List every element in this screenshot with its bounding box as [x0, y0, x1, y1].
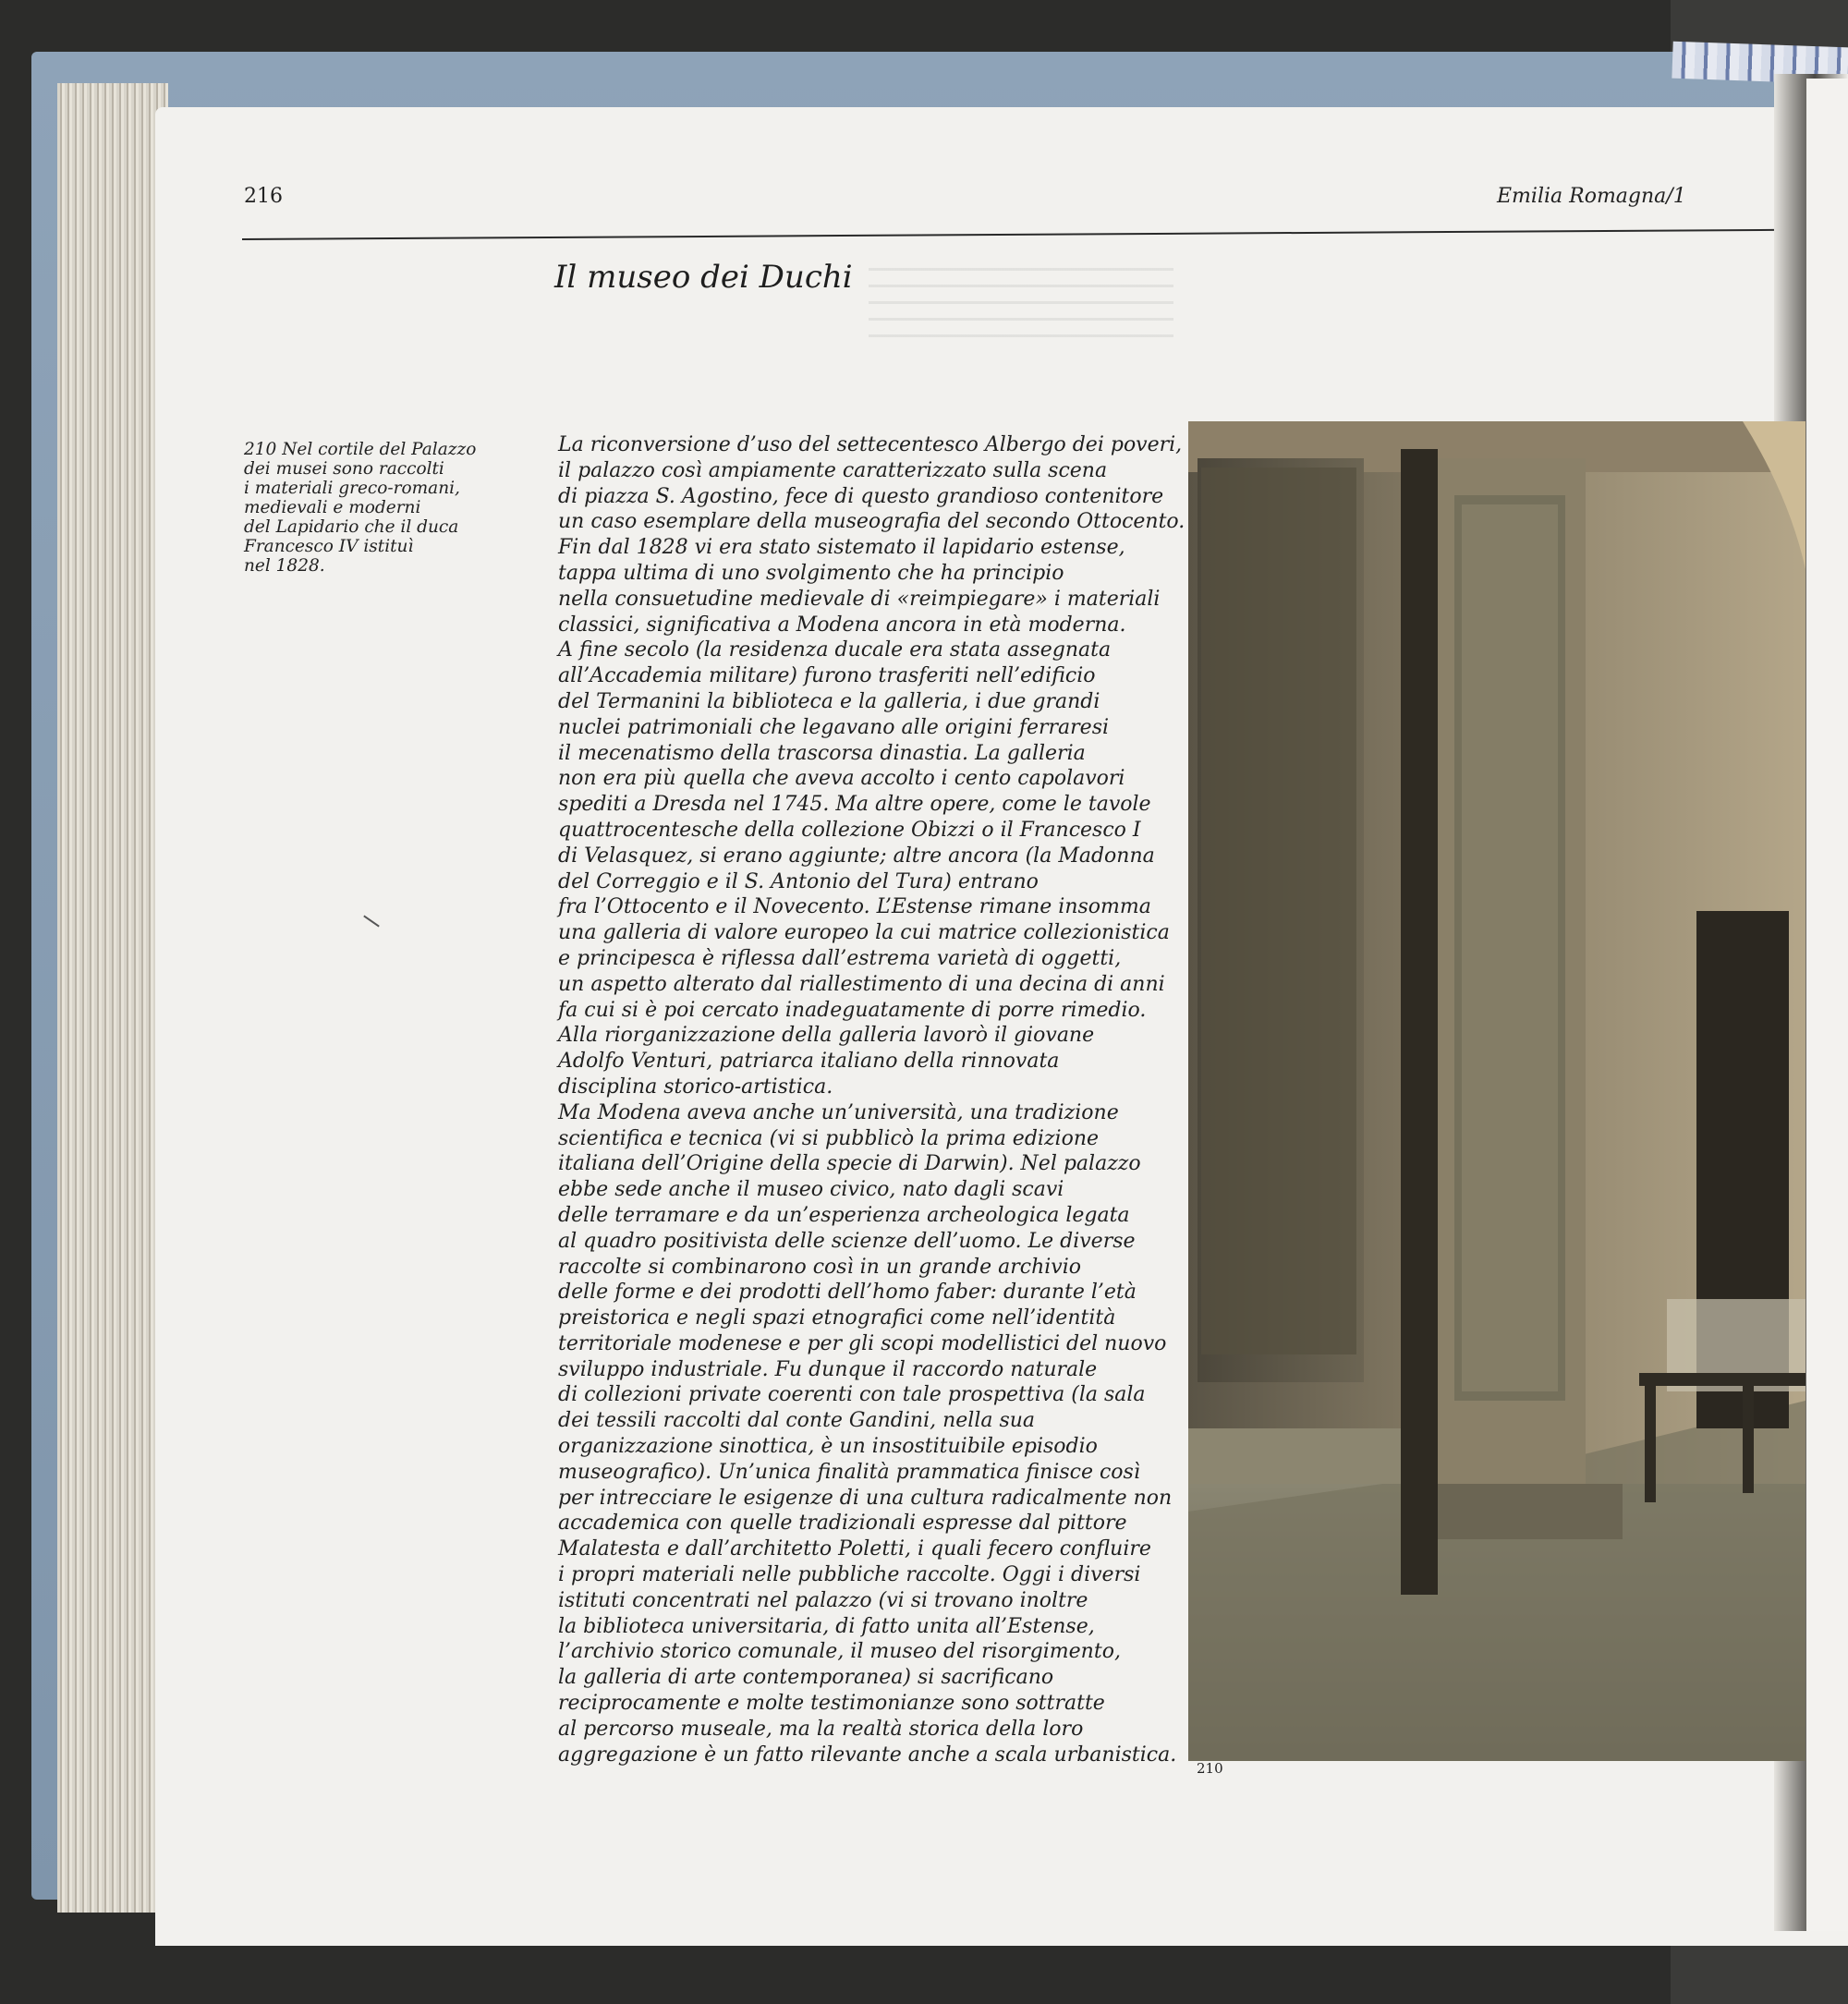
body-line: aggregazione è un fatto rilevante anche a scala urbanistica. [558, 1743, 1177, 1767]
body-line: scientifica e tecnica (vi si pubblicò la prima edizione [558, 1126, 1100, 1150]
body-line: preistorica e negli spazi etnografici come nell’identità [558, 1306, 1116, 1330]
courtyard-photo [1188, 421, 1805, 1761]
body-line: istituti concentrati nel palazzo (vi si trovano inoltre [558, 1588, 1088, 1612]
body-line: Adolfo Venturi, patriarca italiano della rinnovata [558, 1050, 1060, 1074]
body-line: Ma Modena aveva anche un’università, una tradizione [558, 1100, 1119, 1124]
body-line: un caso esemplare della museografia del secondo Ottocento. [558, 510, 1185, 534]
caption-line: dei musei sono raccolti [244, 459, 444, 479]
body-line: Alla riorganizzazione della galleria lavorò il giovane [558, 1024, 1095, 1048]
body-line: di piazza S. Agostino, fece di questo grandioso contenitore [558, 484, 1164, 508]
figure-number: 210 [1197, 1760, 1223, 1777]
body-line: ebbe sede anche il museo civico, nato dagli scavi [558, 1178, 1064, 1202]
body-line: raccolte si combinarono così in un grande archivio [558, 1255, 1081, 1279]
body-line: A fine secolo (la residenza ducale era stata assegnata [558, 638, 1112, 662]
running-header-section: Emilia Romagna/1 [1497, 185, 1686, 208]
page-number: 216 [244, 185, 283, 208]
body-line: una galleria di valore europeo la cui matrice collezionistica [558, 921, 1170, 945]
body-line: delle terramare e da un’esperienza archeologica legata [558, 1203, 1130, 1227]
body-line: i propri materiali nelle pubbliche raccolte. Oggi i diversi [558, 1563, 1141, 1587]
body-line: dei tessili raccolti dal conte Gandini, nella sua [558, 1409, 1036, 1433]
body-line: e principesca è riflessa dall’estrema varietà di oggetti, [558, 946, 1122, 970]
body-line: del Correggio e il S. Antonio del Tura) entrano [558, 869, 1039, 893]
show-through-text [869, 268, 1173, 351]
caption-line: i materiali greco-romani, [244, 479, 460, 498]
body-line: del Termanini la biblioteca e la galleria, i due grandi [558, 689, 1100, 713]
figure-caption [244, 440, 493, 576]
body-line: disciplina storico-artistica. [558, 1075, 833, 1099]
body-line: al percorso museale, ma la realtà storica della loro [558, 1717, 1084, 1741]
caption-line: 210 Nel cortile del Palazzo [244, 440, 477, 459]
body-line: di Velasquez, si erano aggiunte; altre ancora (la Madonna [558, 844, 1155, 868]
body-line: Fin dal 1828 vi era stato sistemato il lapidario estense, [558, 536, 1125, 560]
caption-line: nel 1828. [244, 556, 325, 576]
body-line: organizzazione sinottica, è un insostituibile episodio [558, 1435, 1098, 1459]
body-line: accademica con quelle tradizionali espresse dal pittore [558, 1512, 1127, 1536]
body-line: la galleria di arte contemporanea) si sacrificano [558, 1666, 1054, 1690]
body-line: un aspetto alterato dal riallestimento di una decina di anni [558, 972, 1165, 996]
body-line: reciprocamente e molte testimonianze sono sottratte [558, 1692, 1105, 1716]
body-line: territoriale modenese e per gli scopi modellistici del nuovo [558, 1331, 1167, 1355]
body-line: per intrecciare le esigenze di una cultura radicalmente non [558, 1486, 1173, 1510]
body-line: delle forme e dei prodotti dell’homo faber: durante l’età [558, 1281, 1137, 1305]
body-line: nella consuetudine medievale di «reimpiegare» i materiali [558, 587, 1161, 611]
article-body [558, 432, 1185, 1767]
facing-page-edge [1806, 79, 1848, 1931]
body-line: La riconversione d’uso del settecentesco Albergo dei poveri, [558, 433, 1183, 456]
body-line: fra l’Ottocento e il Novecento. L’Estense rimane insomma [558, 895, 1151, 919]
body-line: nuclei patrimoniali che legavano alle origini ferraresi [558, 715, 1110, 739]
body-line: di collezioni private coerenti con tale prospettiva (la sala [558, 1383, 1146, 1407]
body-line: spediti a Dresda nel 1745. Ma altre opere, come le tavole [558, 793, 1151, 817]
caption-line: medievali e moderni [244, 498, 421, 517]
body-line: all’Accademia militare) furono trasferiti nell’edificio [558, 664, 1096, 688]
caption-line: Francesco IV istituì [244, 537, 414, 556]
body-line: non era più quella che aveva accolto i cento capolavori [558, 767, 1125, 791]
body-line: fa cui si è poi cercato inadeguatamente di porre rimedio. [558, 998, 1147, 1022]
body-line: la biblioteca universitaria, di fatto unita all’Estense, [558, 1614, 1095, 1638]
body-line: l’archivio storico comunale, il museo del risorgimento, [558, 1640, 1121, 1664]
body-line: il palazzo così ampiamente caratterizzato sulla scena [558, 458, 1108, 482]
body-line: classici, significativa a Modena ancora in età moderna. [558, 613, 1126, 637]
body-line: italiana dell’Origine della specie di Darwin). Nel palazzo [558, 1152, 1141, 1176]
body-line: il mecenatismo della trascorsa dinastia. La galleria [558, 741, 1086, 765]
body-line: sviluppo industriale. Fu dunque il raccordo naturale [558, 1357, 1098, 1381]
article-title: Il museo dei Duchi [554, 259, 853, 296]
body-line: tappa ultima di uno svolgimento che ha principio [558, 561, 1064, 585]
body-line: museografico). Un’unica finalità prammatica finisce così [558, 1460, 1140, 1484]
body-line: Malatesta e dall’architetto Poletti, i quali fecero confluire [558, 1537, 1151, 1561]
caption-line: del Lapidario che il duca [244, 517, 459, 537]
courtyard-photo-image [1188, 421, 1805, 1761]
body-line: al quadro positivista delle scienze dell’uomo. Le diverse [558, 1229, 1136, 1253]
page-edges [57, 83, 168, 1913]
body-line: quattrocentesche della collezione Obizzi o il Francesco I [558, 818, 1141, 842]
